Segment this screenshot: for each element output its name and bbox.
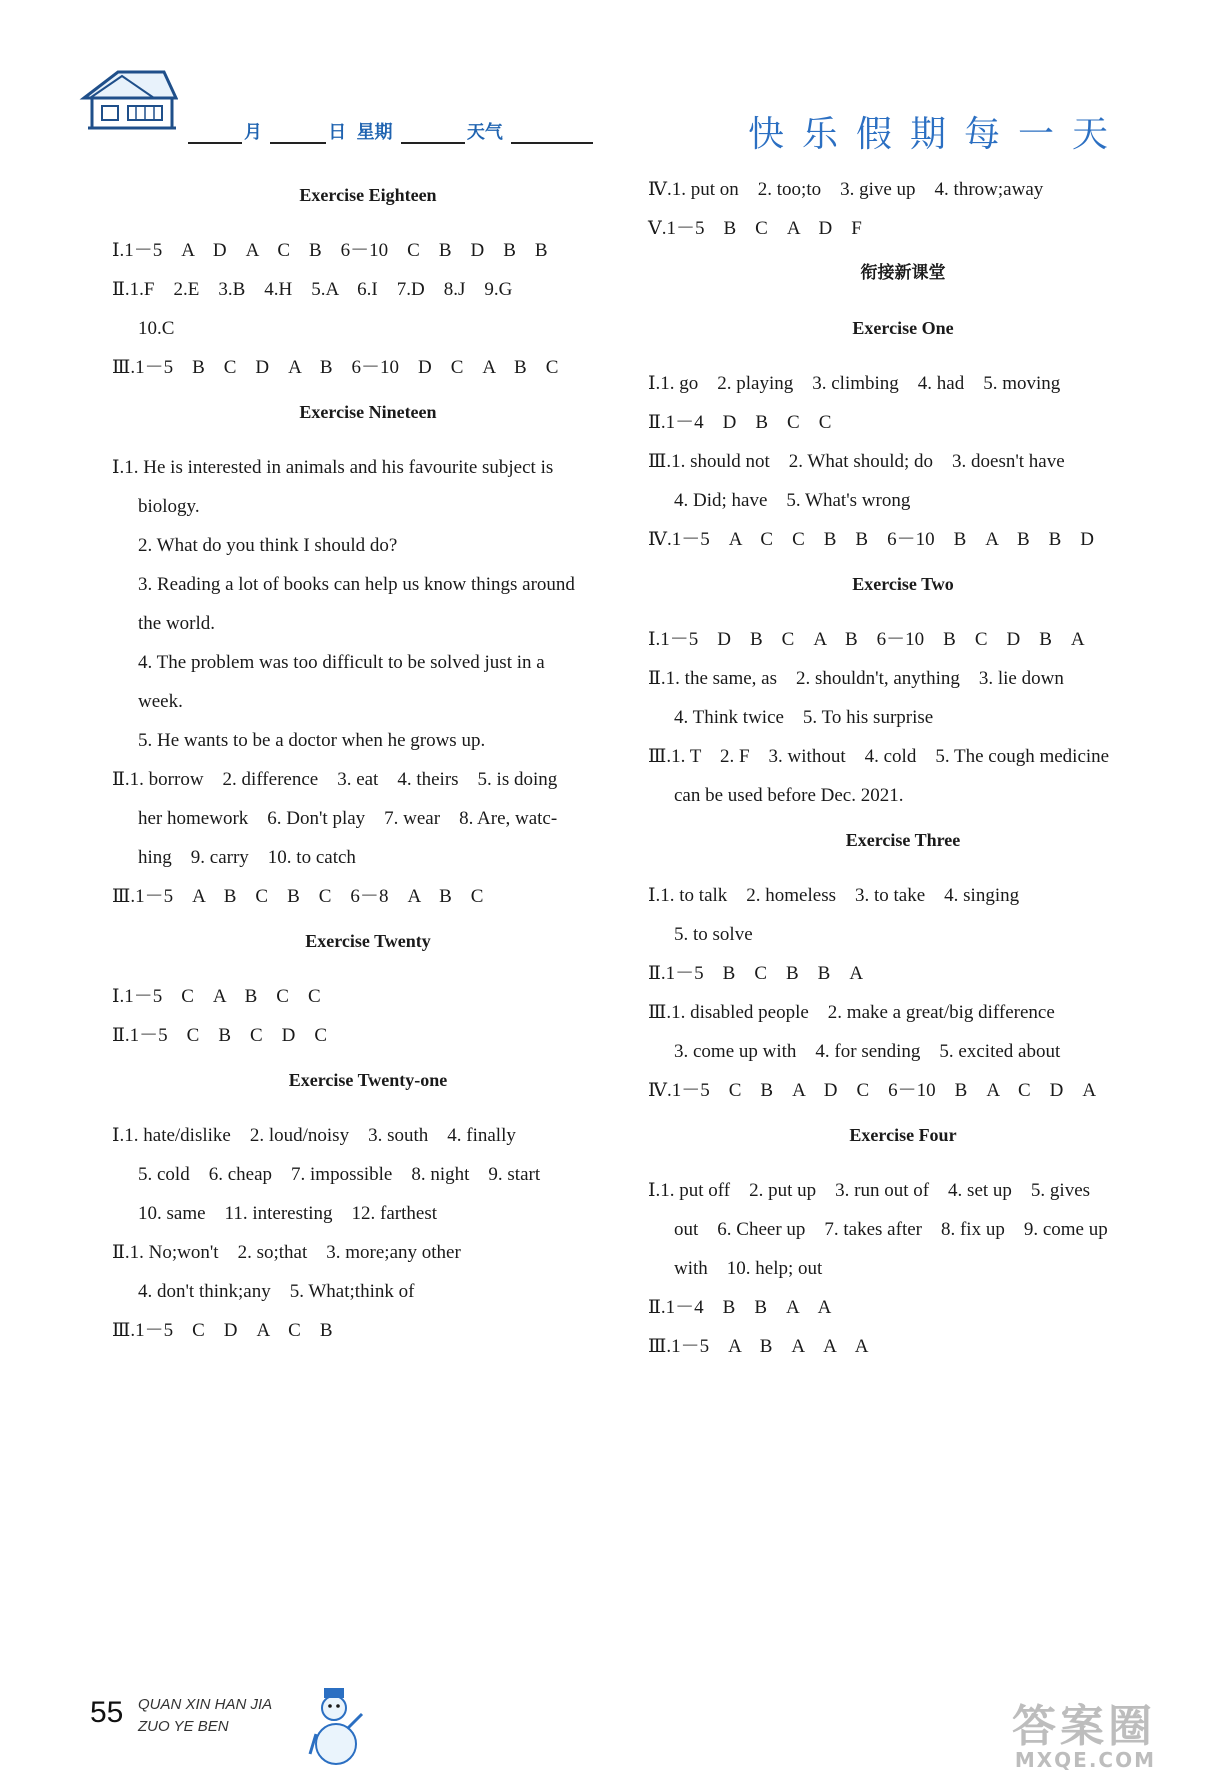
left-column bbox=[112, 170, 624, 1350]
answer-line: Ⅰ.1. go 2. playing 3. climbing 4. had 5. moving bbox=[648, 373, 1061, 394]
watermark-url: MXQE.COM bbox=[1014, 1748, 1156, 1772]
slogan: 快乐假期每一天 bbox=[748, 114, 1127, 155]
answer-line: 3. come up with 4. for sending 5. excited about bbox=[674, 1041, 1061, 1062]
answer-line: Ⅲ.1－5 C D A C B bbox=[112, 1320, 333, 1341]
answer-line: Ⅰ.1－5 C A B C C bbox=[112, 986, 321, 1007]
answer-line: 10.C bbox=[138, 318, 175, 339]
section-heading: Exercise Eighteen bbox=[299, 185, 437, 205]
series-name bbox=[138, 1694, 272, 1738]
answer-line: Ⅰ.1. He is interested in animals and his favourite subject is bbox=[112, 457, 554, 478]
answer-line: Ⅳ.1－5 C B A D C 6－10 B A C D A bbox=[648, 1080, 1097, 1101]
answer-line: can be used before Dec. 2021. bbox=[674, 785, 904, 806]
series-line-1: QUAN XIN HAN JIA bbox=[138, 1696, 273, 1713]
answer-line: Ⅱ.1－4 B B A A bbox=[648, 1297, 832, 1318]
section-heading: Exercise Twenty-one bbox=[288, 1070, 448, 1090]
answer-line: 4. don't think;any 5. What;think of bbox=[138, 1281, 415, 1302]
page-header bbox=[0, 0, 1210, 160]
weather-label: 天气 bbox=[466, 122, 503, 143]
series-line-2: ZUO YE BEN bbox=[138, 1718, 229, 1735]
answer-line: Ⅰ.1. to talk 2. homeless 3. to take 4. singing bbox=[648, 885, 1020, 906]
page-number: 55 bbox=[90, 1696, 124, 1729]
answer-line: 10. same 11. interesting 12. farthest bbox=[138, 1203, 438, 1224]
answer-line: Ⅱ.1－5 C B C D C bbox=[112, 1025, 328, 1046]
answer-line: Ⅱ.1. No;won't 2. so;that 3. more;any other bbox=[112, 1242, 461, 1263]
watermark-logo-text: 答案圈 bbox=[1012, 1701, 1156, 1752]
answer-line: 5. He wants to be a doctor when he grows up. bbox=[138, 730, 486, 751]
section-heading: Exercise Four bbox=[849, 1125, 957, 1145]
answer-line: the world. bbox=[138, 613, 216, 634]
answer-line: week. bbox=[138, 691, 183, 712]
answer-line: 5. cold 6. cheap 7. impossible 8. night 9. start bbox=[138, 1164, 541, 1185]
answer-line: 5. to solve bbox=[674, 924, 753, 945]
section-heading: Exercise Twenty bbox=[305, 931, 431, 951]
month-label: 月 bbox=[244, 122, 262, 143]
answer-line: Ⅲ.1. T 2. F 3. without 4. cold 5. The cough medicine bbox=[648, 746, 1110, 767]
answer-line: Ⅰ.1. hate/dislike 2. loud/noisy 3. south 4. finally bbox=[112, 1125, 516, 1146]
right-column bbox=[648, 170, 1158, 1366]
answer-line: with 10. help; out bbox=[674, 1258, 823, 1279]
answer-line: 3. Reading a lot of books can help us know things around bbox=[138, 574, 575, 595]
answer-line: Ⅲ.1. should not 2. What should; do 3. doesn't have bbox=[648, 451, 1065, 472]
section-heading: Exercise Nineteen bbox=[299, 402, 437, 422]
answer-line: Ⅱ.1. the same, as 2. shouldn't, anything 3. lie down bbox=[648, 668, 1064, 689]
answer-line: hing 9. carry 10. to catch bbox=[138, 847, 356, 868]
section-heading: Exercise One bbox=[852, 318, 954, 338]
answer-line: 4. Think twice 5. To his surprise bbox=[674, 707, 934, 728]
answer-line: Ⅳ.1－5 A C C B B 6－10 B A B B D bbox=[648, 529, 1095, 550]
answer-line: Ⅱ.1. borrow 2. difference 3. eat 4. theirs 5. is doing bbox=[112, 769, 558, 790]
watermark bbox=[1012, 1690, 1156, 1772]
section-heading: 衔接新课堂 bbox=[860, 263, 946, 283]
answer-line: biology. bbox=[138, 496, 200, 517]
answer-line: Ⅰ.1－5 D B C A B 6－10 B C D B A bbox=[648, 629, 1085, 650]
answer-line: out 6. Cheer up 7. takes after 8. fix up 9. come up bbox=[674, 1219, 1108, 1240]
answer-line: Ⅲ.1－5 A B C B C 6－8 A B C bbox=[112, 886, 484, 907]
answer-line: Ⅰ.1－5 A D A C B 6－10 C B D B B bbox=[112, 240, 548, 261]
section-heading: Exercise Three bbox=[845, 830, 961, 850]
answer-line: 2. What do you think I should do? bbox=[138, 535, 398, 556]
answer-line: 4. Did; have 5. What's wrong bbox=[674, 490, 911, 511]
answer-line: Ⅲ.1. disabled people 2. make a great/big difference bbox=[648, 1002, 1055, 1023]
answer-line: Ⅰ.1. put off 2. put up 3. run out of 4. set up 5. gives bbox=[648, 1180, 1091, 1201]
day-label: 日 bbox=[328, 122, 347, 143]
weekday-label: 星期 bbox=[356, 122, 393, 143]
answer-line: Ⅲ.1－5 A B A A A bbox=[648, 1336, 869, 1357]
answer-line: 4. The problem was too difficult to be solved just in a bbox=[138, 652, 545, 673]
answer-line: Ⅲ.1－5 B C D A B 6－10 D C A B C bbox=[112, 357, 559, 378]
answer-line: her homework 6. Don't play 7. wear 8. Are, watc- bbox=[138, 808, 558, 829]
answer-line: Ⅱ.1－5 B C B B A bbox=[648, 963, 864, 984]
answer-line: Ⅱ.1－4 D B C C bbox=[648, 412, 832, 433]
answer-line: Ⅳ.1. put on 2. too;to 3. give up 4. throw;away bbox=[648, 179, 1044, 200]
section-heading: Exercise Two bbox=[852, 574, 954, 594]
date-fill-line bbox=[188, 118, 593, 144]
house-icon bbox=[78, 68, 178, 134]
answer-line: Ⅱ.1.F 2.E 3.B 4.H 5.A 6.I 7.D 8.J 9.G bbox=[112, 279, 513, 300]
snowman-icon bbox=[308, 1678, 368, 1774]
answer-line: Ⅴ.1－5 B C A D F bbox=[648, 218, 862, 239]
